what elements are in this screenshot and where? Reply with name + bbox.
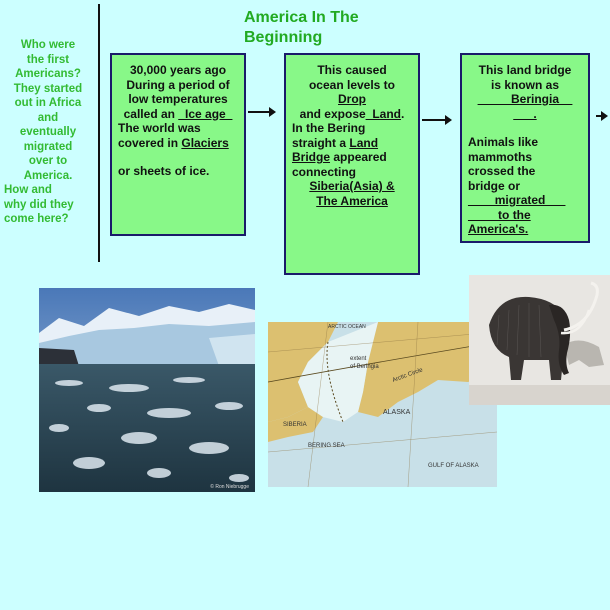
info-box-land-bridge: This caused ocean levels to Drop and expose_Land. In the Bering straight a Land Bridge appeared connecting Siberia(Asia) & The America: [284, 53, 420, 275]
intro-line: and: [37, 111, 59, 124]
box-line: mammoths: [468, 149, 533, 164]
intro-line: How and: [4, 184, 52, 196]
fill-in-answer: Glaciers: [181, 135, 229, 150]
box-line: This caused: [317, 63, 387, 77]
info-box-ice-age: [110, 53, 246, 236]
fill-in-answer: ____ to the: [468, 207, 531, 222]
glacier-photo: [39, 288, 255, 492]
intro-line: They started: [13, 82, 83, 95]
box-line: The world was: [118, 121, 201, 135]
fill-in-answer: The America: [316, 193, 388, 208]
box-line: Animals like: [468, 135, 539, 149]
intro-question: [4, 38, 92, 227]
fill-in-answer: Land: [349, 135, 379, 150]
page-title: [244, 8, 404, 48]
intro-line: why did they: [4, 198, 74, 211]
intro-line: America.: [23, 169, 73, 182]
intro-line: over to: [28, 155, 68, 167]
arrow-right-icon: [596, 115, 606, 117]
box-line: bridge or: [468, 178, 521, 193]
arrow-right-icon: [422, 119, 450, 121]
title-line-2: Beginning: [244, 29, 323, 46]
box-line: is known as: [490, 77, 560, 92]
box-line: called an: [123, 106, 175, 121]
photo-credit: © Ron Niebrugge: [210, 484, 249, 490]
title-line-1: America In The: [244, 9, 359, 26]
arrow-right-icon: [248, 111, 274, 113]
box-line: ocean levels to: [308, 77, 396, 92]
map-label-beringia: of Beringia: [350, 364, 379, 370]
info-box-beringia: [460, 53, 590, 243]
map-label-extent: extent: [350, 356, 367, 362]
mammoth-illustration: [469, 275, 610, 405]
box-line: During a period of: [126, 77, 230, 92]
box-line: This land bridge: [478, 63, 572, 77]
box-line: appeared: [333, 150, 387, 164]
intro-line: eventually: [19, 126, 77, 138]
intro-line: Americans?: [15, 68, 81, 80]
fill-in-answer: Bridge: [292, 150, 331, 164]
box-line: crossed the: [468, 164, 536, 178]
fill-in-answer: ____migrated___: [468, 193, 566, 207]
beringia-map: [268, 322, 497, 487]
box-line: or sheets of ice.: [118, 164, 210, 178]
fill-in-answer: _Land: [365, 106, 402, 121]
map-label-siberia: SIBERIA: [283, 422, 307, 428]
map-label-alaska: ALASKA: [383, 409, 411, 416]
fill-in-answer: ___.: [513, 106, 537, 121]
vertical-divider: [98, 4, 100, 262]
map-label-bering: BERING SEA: [308, 443, 345, 449]
map-label-arctic: ARCTIC OCEAN: [328, 324, 366, 330]
intro-line: come here?: [4, 213, 69, 225]
intro-line: out in Africa: [14, 97, 82, 109]
box-line: covered in: [118, 135, 179, 150]
map-label-gulf: GULF OF ALASKA: [428, 463, 479, 469]
box-line: connecting: [292, 164, 357, 179]
fill-in-answer: Drop: [338, 92, 366, 106]
box-line: 30,000 years ago: [129, 63, 227, 77]
fill-in-answer: Siberia(Asia) &: [309, 179, 395, 193]
fill-in-answer: _____Beringia__: [477, 92, 573, 106]
box-line: In the Bering: [292, 121, 366, 135]
intro-line: Who were: [20, 39, 76, 51]
fill-in-answer: America's.: [468, 222, 529, 236]
intro-line: the first: [26, 53, 70, 66]
box-line: straight a: [292, 135, 347, 150]
map-label-circle: Arctic Circle: [391, 367, 424, 384]
fill-in-answer: _Ice age_: [178, 106, 233, 121]
intro-line: migrated: [23, 140, 73, 153]
box-line: and expose: [299, 106, 366, 121]
box-line: low temperatures: [128, 92, 228, 106]
